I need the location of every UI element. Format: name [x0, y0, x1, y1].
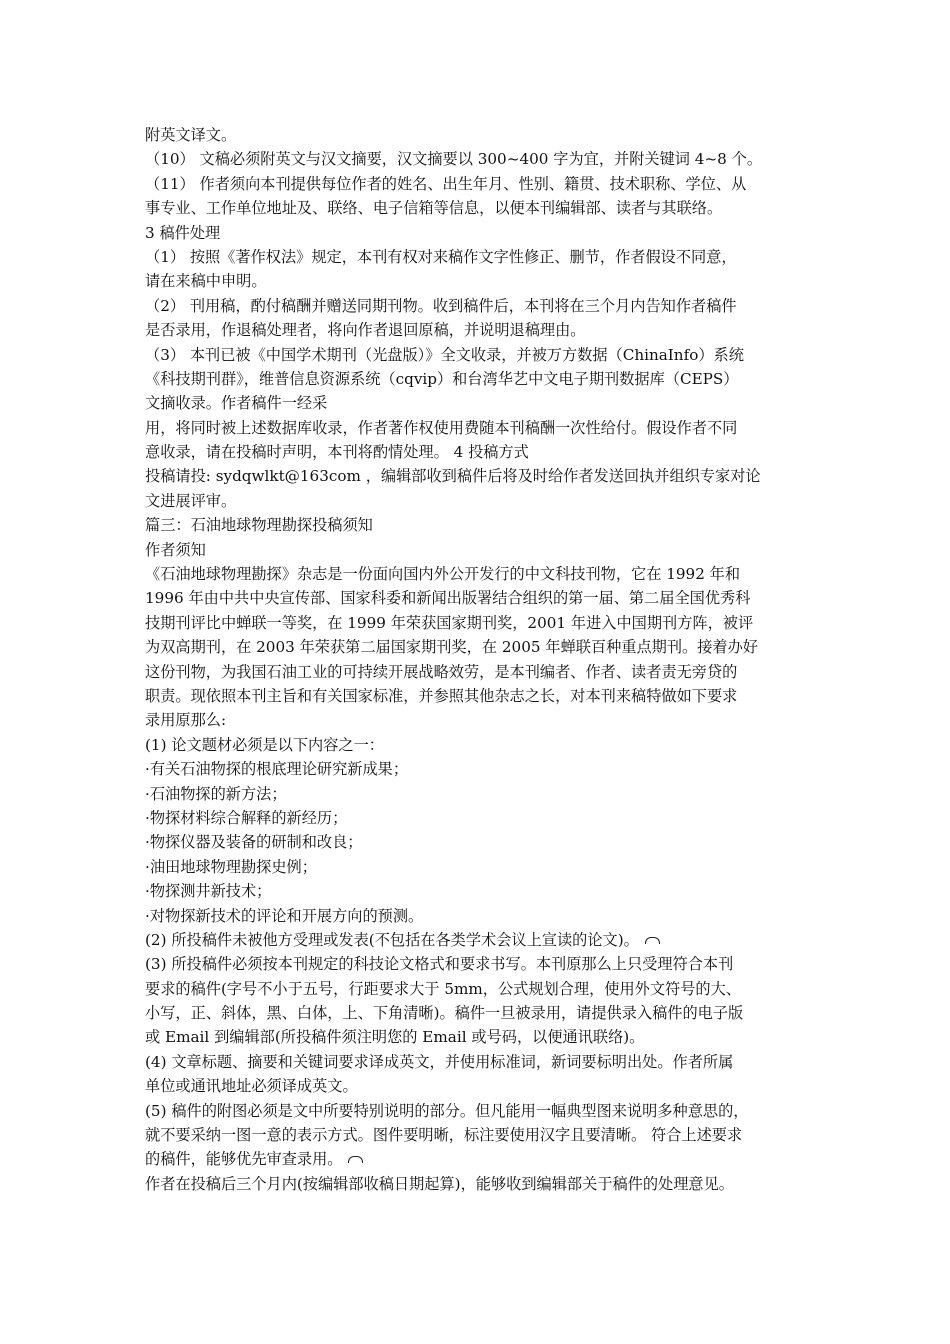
list-item: ·物探材料综合解释的新经历； — [145, 808, 348, 827]
list-item: ·有关石油物探的根底理论研究新成果； — [145, 760, 409, 779]
text-line: （3） 本刊已被《中国学术期刊（光盘版）》全文收录，并被万方数据（ChinaInfo）系统 — [145, 345, 744, 364]
section-title: 篇三：石油地球物理勘探投稿须知 — [145, 516, 373, 535]
text-line: 投稿请投: sydqwlkt@163com ，编辑部收到稿件后将及时给作者发送回执并组织专家对论 — [145, 467, 761, 486]
list-item: ·油田地球物理勘探史例； — [145, 857, 317, 876]
text-line: （11） 作者须向本刊提供每位作者的姓名、出生年月、性别、籍贯、技术职称、学位、从 — [145, 174, 747, 193]
text-line: 《石油地球物理勘探》杂志是一份面向国内外公开发行的中文科技刊物，它在 1992 年和 — [145, 565, 741, 584]
text-line: 为双高期刊，在 2003 年荣获第二届国家期刊奖，在 2005 年蝉联百种重点期刊。接着办好 — [145, 638, 758, 657]
text-line: 技期刊评比中蝉联一等奖，在 1999 年荣获国家期刊奖，2001 年进入中国期刊方阵，被评 — [145, 613, 754, 632]
list-item: ·石油物探的新方法； — [145, 784, 287, 803]
text-line-with-mark — [145, 928, 817, 952]
text-line: 用，将同时被上述数据库收录，作者著作权使用费随本刊稿酬一次性给付。假设作者不同 — [145, 418, 738, 437]
text-line: 单位或通讯地址必须译成英文。 — [145, 1077, 358, 1096]
document-page — [145, 123, 817, 1196]
text-line: 附英文译文。 — [145, 126, 237, 144]
text-line: (5) 稿件的附图必须是文中所要特别说明的部分。但凡能用一幅典型图来说明多种意思的， — [145, 1101, 749, 1120]
text-line: （2） 刊用稿，酌付稿酬并赠送同期刊物。收到稿件后，本刊将在三个月内告知作者稿件 — [145, 296, 737, 315]
text-line: 要求的稿件(字号不小于五号，行距要求大于 5mm，公式规划合理，使用外文符号的大、 — [145, 979, 741, 998]
section-heading: 作者须知 — [145, 540, 206, 559]
text-line: 这份刊物，为我国石油工业的可持续开展战略效劳，是本刊编者、作者、读者责无旁贷的 — [145, 662, 738, 681]
text-line: (1) 论文题材必须是以下内容之一： — [145, 735, 384, 754]
text-line: （1） 按照《著作权法》规定，本刊有权对来稿作文字性修正、删节，作者假设不同意， — [145, 247, 737, 266]
text-line: (3) 所投稿件必须按本刊规定的科技论文格式和要求书写。本刊原那么上只受理符合本刊 — [145, 955, 734, 974]
text-line: (4) 文章标题、摘要和关键词要求译成英文，并使用标准词，新词要标明出处。作者所属 — [145, 1052, 734, 1071]
text-line-with-mark — [145, 1147, 817, 1171]
text-line: 《科技期刊群》，维普信息资源系统（cqvip）和台湾华艺中文电子期刊数据库（CEPS） — [145, 369, 739, 388]
text-line: (2) 所投稿件未被他方受理或发表(不包括在各类学术会议上宣读的论文)。 — [145, 930, 639, 949]
text-line: （10） 文稿必须附英文与汉文摘要，汉文摘要以 300~400 字为宜，并附关键词 4~8 个。 — [145, 150, 763, 169]
text-line: 职责。现依照本刊主旨和有关国家标准，并参照其他杂志之长，对本刊来稿特做如下要求 — [145, 686, 738, 705]
text-line: 1996 年由中共中央宣传部、国家科委和新闻出版署结合组织的第一届、第二届全国优秀科 — [145, 589, 751, 608]
text-line: 小写，正、斜体，黑、白体，上、下角清晰)。稿件一旦被录用，请提供录入稿件的电子版 — [145, 1004, 744, 1023]
text-line: 的稿件，能够优先审查录用。 — [145, 1150, 343, 1169]
text-line: 录用原那么: — [145, 711, 227, 730]
text-line: 或 Email 到编辑部(所投稿件须注明您的 Email 或号码，以便通讯联络)。 — [145, 1028, 645, 1047]
text-line: 作者在投稿后三个月内(按编辑部收稿日期起算)，能够收到编辑部关于稿件的处理意见。 — [145, 1174, 734, 1193]
list-item: ·物探测井新技术； — [145, 882, 272, 901]
text-line: 就不要采纳一图一意的表示方式。图件要明晰，标注要使用汉字且要清晰。 符合上述要求 — [145, 1126, 743, 1145]
text-line: 是否录用，作退稿处理者，将向作者退回原稿，并说明退稿理由。 — [145, 321, 586, 340]
paragraph-mark-icon — [348, 1156, 363, 1163]
list-item: ·对物探新技术的评论和开展方向的预测。 — [145, 906, 424, 925]
section-heading: 3 稿件处理 — [145, 223, 221, 242]
text-line: 事专业、工作单位地址及、联络、电子信箱等信息，以便本刊编辑部、读者与其联络。 — [145, 199, 723, 218]
text-line: 意收录，请在投稿时声明，本刊将酌情处理。 4 投稿方式 — [145, 443, 529, 462]
paragraph-mark-icon — [645, 937, 660, 944]
text-line: 请在来稿中申明。 — [145, 272, 267, 291]
text-line: 文摘收录。作者稿件一经采 — [145, 394, 328, 413]
text-line: 文进展评审。 — [145, 491, 237, 510]
list-item: ·物探仪器及装备的研制和改良； — [145, 833, 363, 852]
